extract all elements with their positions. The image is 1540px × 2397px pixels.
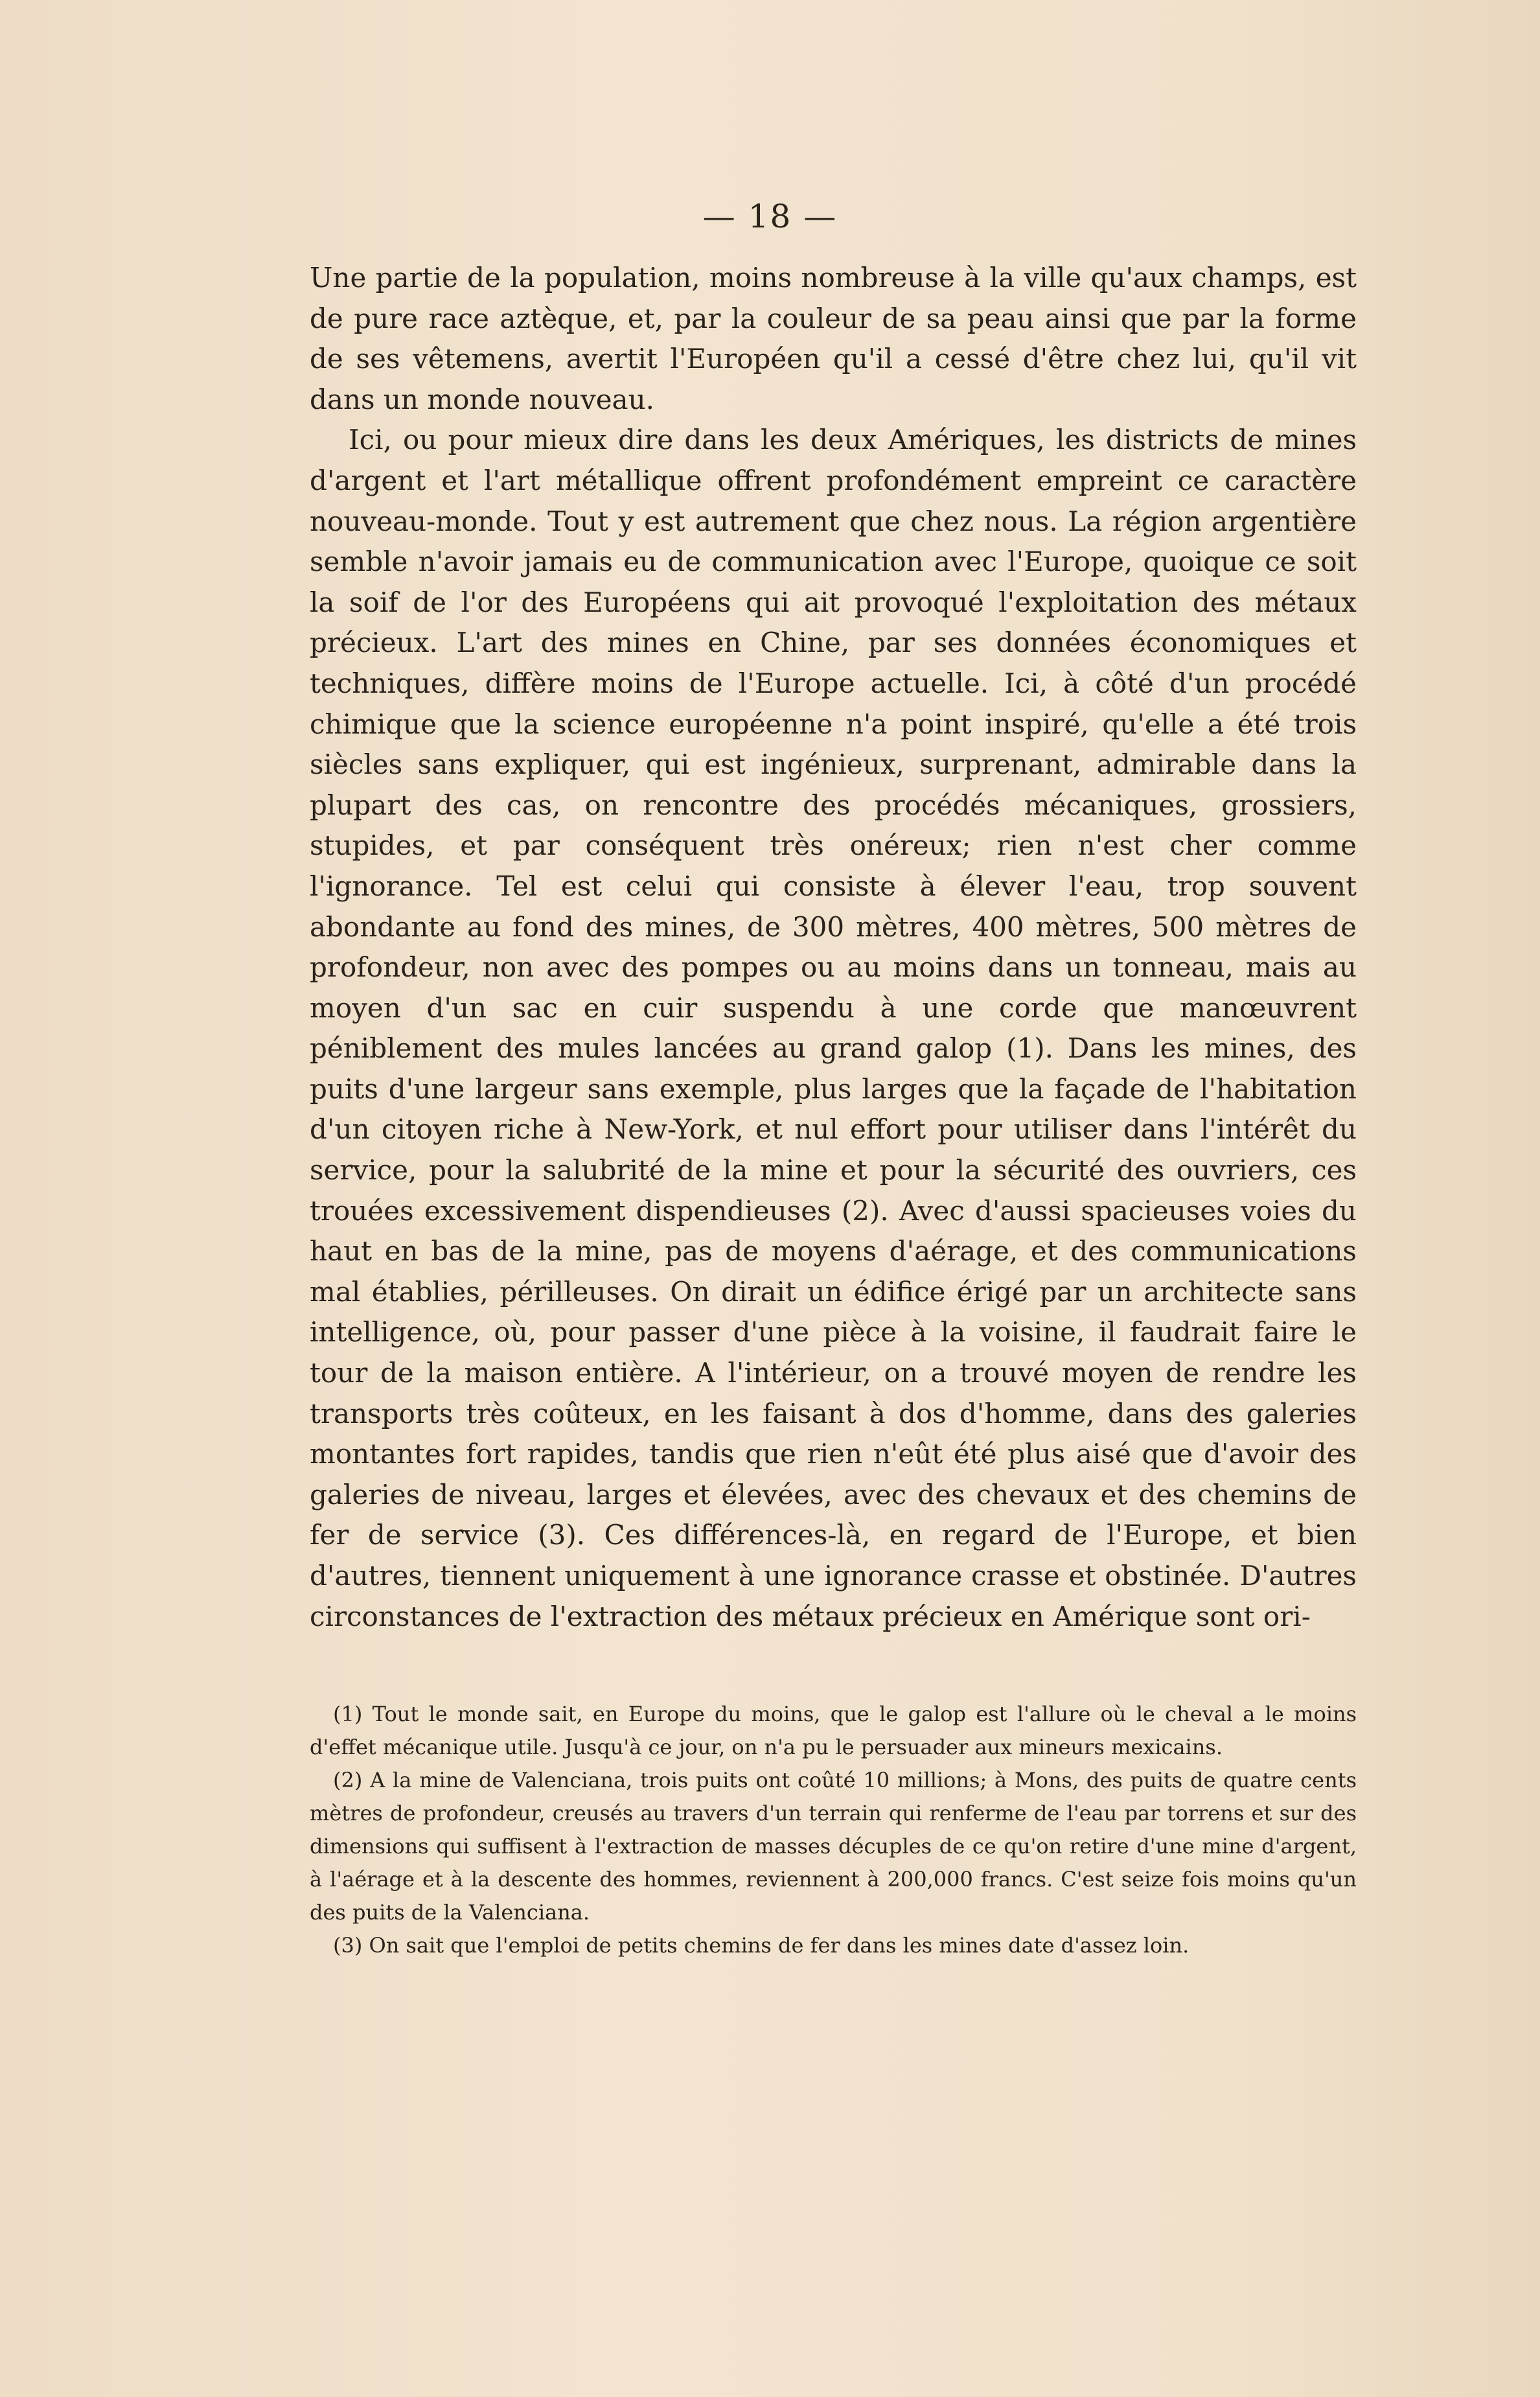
main-text (310, 258, 1357, 1637)
footnote-1: (1) Tout le monde sait, en Europe du moins, que le galop est l'allure où le cheval a le moins d'effet mécanique utile. Jusqu'à ce jour, on n'a pu le persuader aux mineurs mexicains. (310, 1702, 1357, 1759)
paragraph-2: Ici, ou pour mieux dire dans les deux Amériques, les districts de mines d'argent et l'art métallique offrent profondément empreint ce caractère nouveau-monde. Tout y est autrement que chez nous. La région argentière semble n'avoir jamais eu de communication avec l'Europe, quoique ce soit la soif de l'or des Européens qui ait provoqué l'exploitation des métaux précieux. L'art des mines en Chine, par ses données économiques et techniques, diffère moins de l'Europe actuelle. Ici, à côté d'un procédé chimique que la science européenne n'a point inspiré, qu'elle a été trois siècles sans expliquer, qui est ingénieux, surprenant, admirable dans la plupart des cas, on rencontre des procédés mécaniques, grossiers, stupides, et par conséquent très onéreux; rien n'est cher comme l'ignorance. Tel est celui qui consiste à élever l'eau, trop souvent abondante au fond des mines, de 300 mètres, 400 mètres, 500 mètres de profondeur, non avec des pompes ou au moins dans un tonneau, mais au moyen d'un sac en cuir suspendu à une corde que manœuvrent péniblement des mules lancées au grand galop (1). Dans les mines, des puits d'une largeur sans exemple, plus larges que la façade de l'habitation d'un citoyen riche à New-York, et nul effort pour utiliser dans l'intérêt du service, pour la salubrité de la mine et pour la sécurité des ouvriers, ces trouées excessivement dispendieuses (2). Avec d'aussi spacieuses voies du haut en bas de la mine, pas de moyens d'aérage, et des communications mal établies, périlleuses. On dirait un édifice érigé par un architecte sans intelligence, où, pour passer d'une pièce à la voisine, il faudrait faire le tour de la maison entière. A l'intérieur, on a trouvé moyen de rendre les transports très coûteux, en les faisant à dos d'homme, dans des galeries montantes fort rapides, tandis que rien n'eût été plus aisé que d'avoir des galeries de niveau, larges et élevées, avec des chevaux et des chemins de fer de service (3). Ces différences-là, en regard de l'Europe, et bien d'autres, tiennent uniquement à une ignorance crasse et obstinée. D'autres circonstances de l'extraction des métaux précieux en Amérique sont ori- (310, 424, 1357, 1632)
footnote-3: (3) On sait que l'emploi de petits chemins de fer dans les mines date d'assez loin. (333, 1933, 1189, 1958)
footnotes (310, 1698, 1357, 1962)
footnote-2: (2) A la mine de Valenciana, trois puits ont coûté 10 millions; à Mons, des puits de quatre cents mètres de profondeur, creusés au travers d'un terrain qui renferme de l'eau par torrens et sur des dimensions qui suffisent à l'extraction de masses décuples de ce qu'on retire d'une mine d'argent, à l'aérage et à la descente des hommes, reviennent à 200,000 francs. C'est seize fois moins qu'un des puits de la Valenciana. (310, 1768, 1357, 1925)
paragraph-1: Une partie de la population, moins nombreuse à la ville qu'aux champs, est de pure race aztèque, et, par la couleur de sa peau ainsi que par la forme de ses vêtemens, avertit l'Européen qu'il a cessé d'être chez lui, qu'il vit dans un monde nouveau. (310, 262, 1357, 415)
page-number: — 18 — (702, 198, 838, 235)
